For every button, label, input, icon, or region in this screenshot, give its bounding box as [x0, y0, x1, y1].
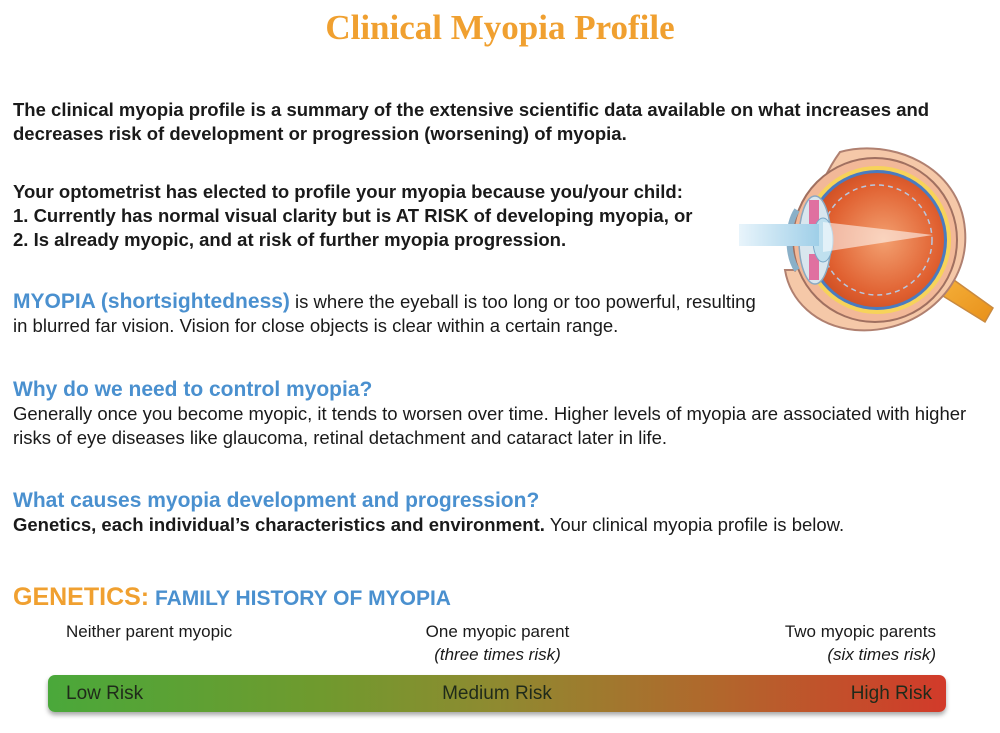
one-parent-risk: (three times risk)	[434, 645, 561, 664]
label-one-parent	[380, 620, 615, 666]
myopia-definition-text: is where the eyeball is too long or too powerful, resulting in blurred far vision. Vision for close objects is clear within a certain range.	[13, 291, 756, 336]
neither-parent-text: Neither parent myopic	[66, 622, 233, 641]
risk-low-label: Low Risk	[66, 683, 144, 704]
intro-paragraph: The clinical myopia profile is a summary of the extensive scientific data available on what increases and decreases risk of development or progression (worsening) of myopia.	[13, 99, 930, 144]
why-control-section	[13, 378, 973, 450]
genetics-heading	[13, 583, 451, 612]
one-parent-text: One myopic parent	[425, 622, 570, 641]
risk-medium-label: Medium Risk	[442, 683, 552, 704]
causes-heading: What causes myopia development and progression?	[13, 489, 540, 512]
genetics-label: GENETICS:	[13, 583, 150, 611]
optometrist-reason	[13, 180, 733, 252]
causes-bold-text: Genetics, each individual’s characteristics and environment.	[13, 514, 545, 535]
two-parents-risk: (six times risk)	[827, 645, 936, 664]
myopia-definition	[13, 290, 773, 338]
reason-item-1: 1. Currently has normal visual clarity but is AT RISK of developing myopia, or	[13, 205, 693, 226]
myopia-term: MYOPIA (shortsightedness)	[13, 290, 290, 313]
causes-section	[13, 489, 973, 537]
eye-diagram-icon	[735, 140, 995, 340]
why-control-heading: Why do we need to control myopia?	[13, 378, 373, 401]
genetics-subtitle: FAMILY HISTORY OF MYOPIA	[149, 587, 451, 610]
label-neither-parent	[66, 620, 232, 643]
optometrist-lead: Your optometrist has elected to profile your myopia because you/your child:	[13, 181, 683, 202]
causes-text: Your clinical myopia profile is below.	[544, 514, 845, 535]
reason-item-2: 2. Is already myopic, and at risk of further myopia progression.	[13, 229, 567, 250]
why-control-text: Generally once you become myopic, it tends to worsen over time. Higher levels of myopia are associated with higher risks of eye diseases like glaucoma, retinal detachment and cataract later in life.	[13, 403, 967, 448]
two-parents-text: Two myopic parents	[784, 622, 936, 641]
risk-high-label: High Risk	[850, 683, 932, 704]
risk-scale-bar	[48, 675, 946, 712]
page-title: Clinical Myopia Profile	[325, 8, 675, 47]
label-two-parents	[785, 620, 936, 666]
